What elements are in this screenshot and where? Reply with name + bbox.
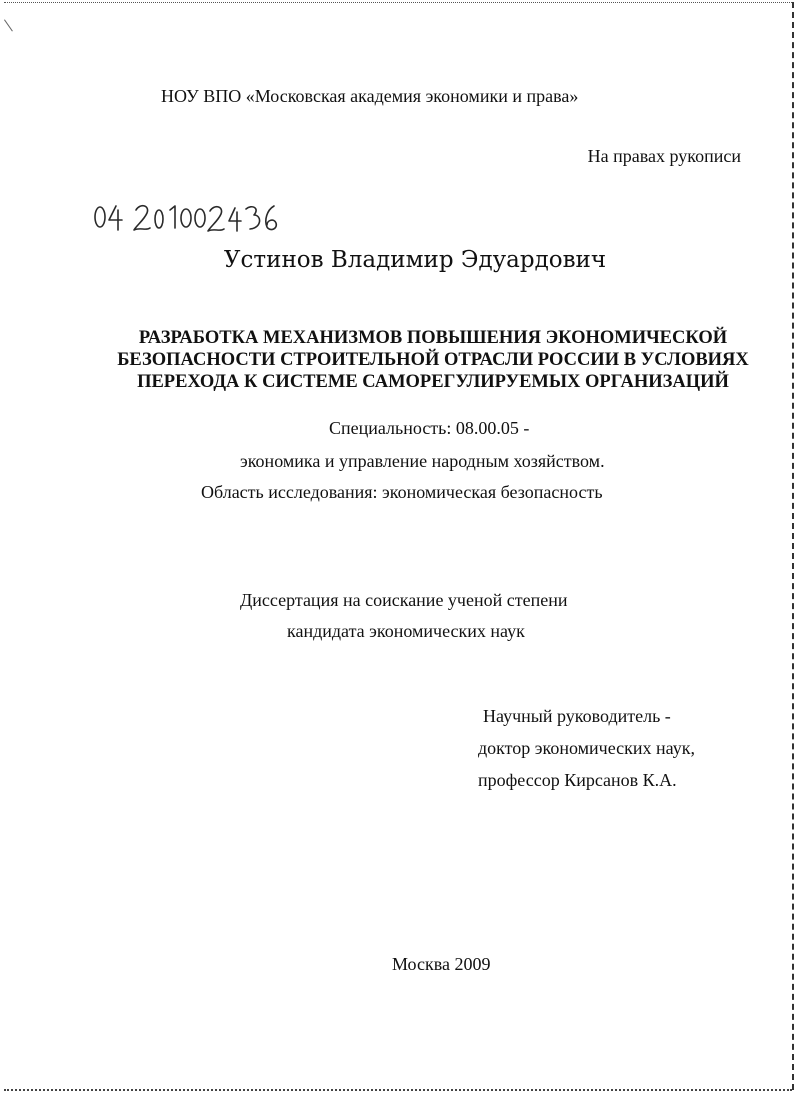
title-line: РАЗРАБОТКА МЕХАНИЗМОВ ПОВЫШЕНИЯ ЭКОНОМИЧЕСКОЙ <box>138 328 728 348</box>
scan-border-right <box>792 2 794 1090</box>
rights-notice: На правах рукописи <box>587 146 741 166</box>
scan-border-top <box>4 2 792 3</box>
institution-name: НОУ ВПО «Московская академия экономики и права» <box>161 86 579 106</box>
handwritten-number <box>92 200 282 236</box>
degree-line-2: кандидата экономических наук <box>287 621 525 641</box>
specialty-name: экономика и управление народным хозяйством. <box>240 451 605 471</box>
city-year: Москва 2009 <box>392 954 491 974</box>
title-line: БЕЗОПАСНОСТИ СТРОИТЕЛЬНОЙ ОТРАСЛИ РОССИИ В УСЛОВИЯХ <box>117 350 749 370</box>
specialty-code: Специальность: 08.00.05 - <box>329 418 530 438</box>
supervisor-degree: доктор экономических наук, <box>478 738 695 758</box>
supervisor-name: профессор Кирсанов К.А. <box>478 770 677 790</box>
research-area: Область исследования: экономическая безопасность <box>201 482 603 502</box>
scan-mark <box>4 16 18 31</box>
dissertation-title <box>108 327 758 393</box>
degree-line-1: Диссертация на соискание ученой степени <box>240 590 568 610</box>
scan-border-bottom <box>4 1089 792 1091</box>
title-line: ПЕРЕХОДА К СИСТЕМЕ САМОРЕГУЛИРУЕМЫХ ОРГАНИЗАЦИЙ <box>137 372 729 392</box>
author-name: Устинов Владимир Эдуардович <box>223 247 607 273</box>
supervisor-role: Научный руководитель - <box>483 706 671 726</box>
